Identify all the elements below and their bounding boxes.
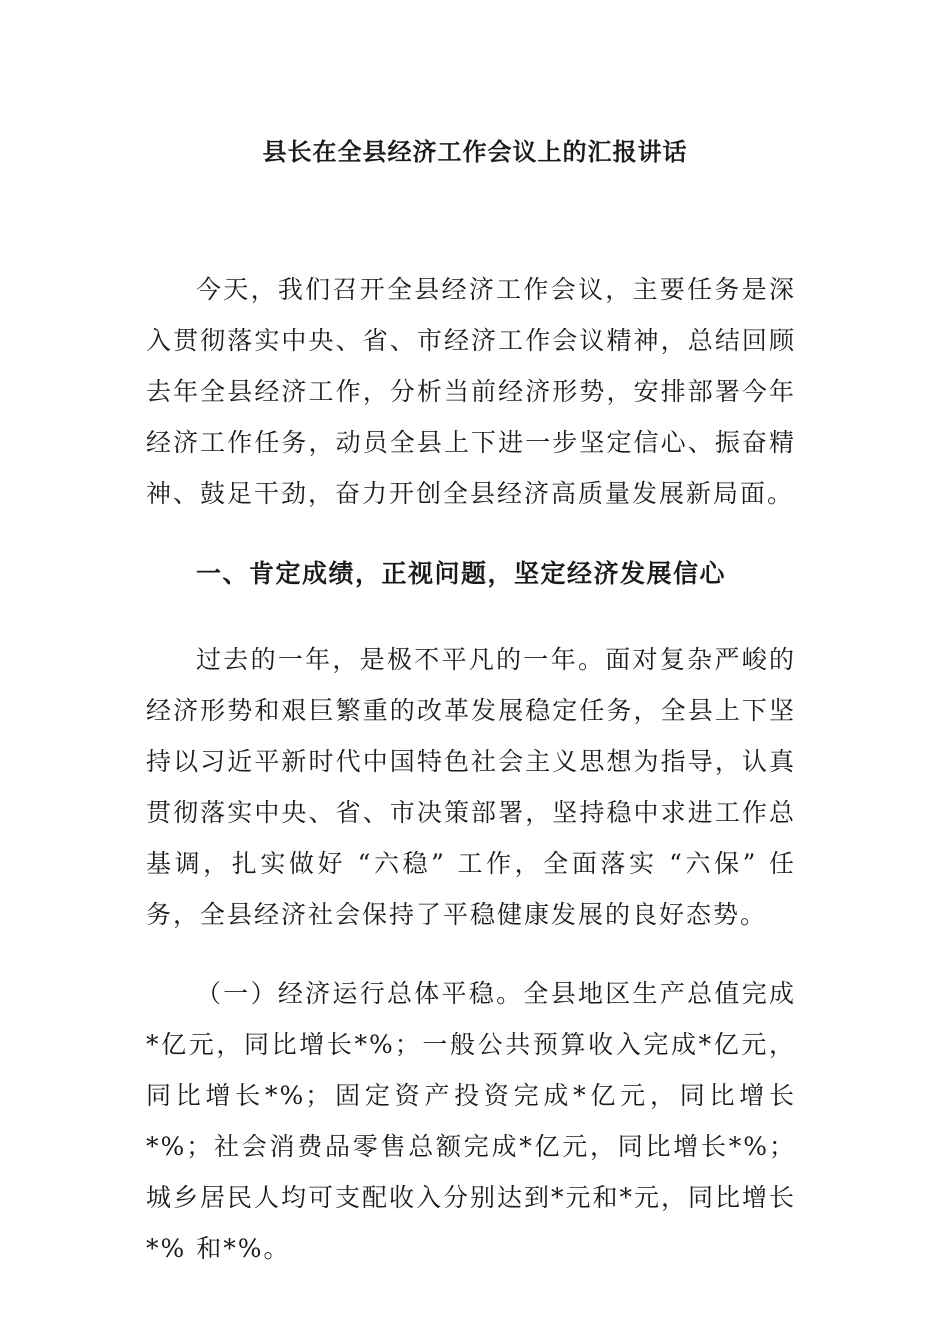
section-heading: 一、肯定成绩，正视问题，坚定经济发展信心 [196,559,727,588]
section-paragraph-1: 过去的一年，是极不平凡的一年。面对复杂严峻的经济形势和艰巨繁重的改革发展稳定任务，全县上下坚持以习近平新时代中国特色社会主义思想为指导，认真贯彻落实中央、省、市决策部署，坚持稳中求进工作总基调，扎实做好 “六稳” 工作，全面落实 “六保” 任务，全县经济社会保持了平稳健康发展的良好态势。 [146,645,796,929]
intro-paragraph: 今天，我们召开全县经济工作会议，主要任务是深入贯彻落实中央、省、市经济工作会议精神，总结回顾去年全县经济工作，分析当前经济形势，安排部署今年经济工作任务，动员全县上下进一步坚定信心、振奋精神、鼓足干劲，奋力开创全县经济高质量发展新局面。 [146,275,796,508]
document-title: 县长在全县经济工作会议上的汇报讲话 [262,137,688,166]
section-paragraph-2: （一）经济运行总体平稳。全县地区生产总值完成*亿元，同比增长*%；一般公共预算收入完成*亿元，同比增长*%；固定资产投资完成*亿元，同比增长*%；社会消费品零售总额完成*亿元，同比增长*%；城乡居民人均可支配收入分别达到*元和*元，同比增长*% 和*%。 [146,979,797,1263]
